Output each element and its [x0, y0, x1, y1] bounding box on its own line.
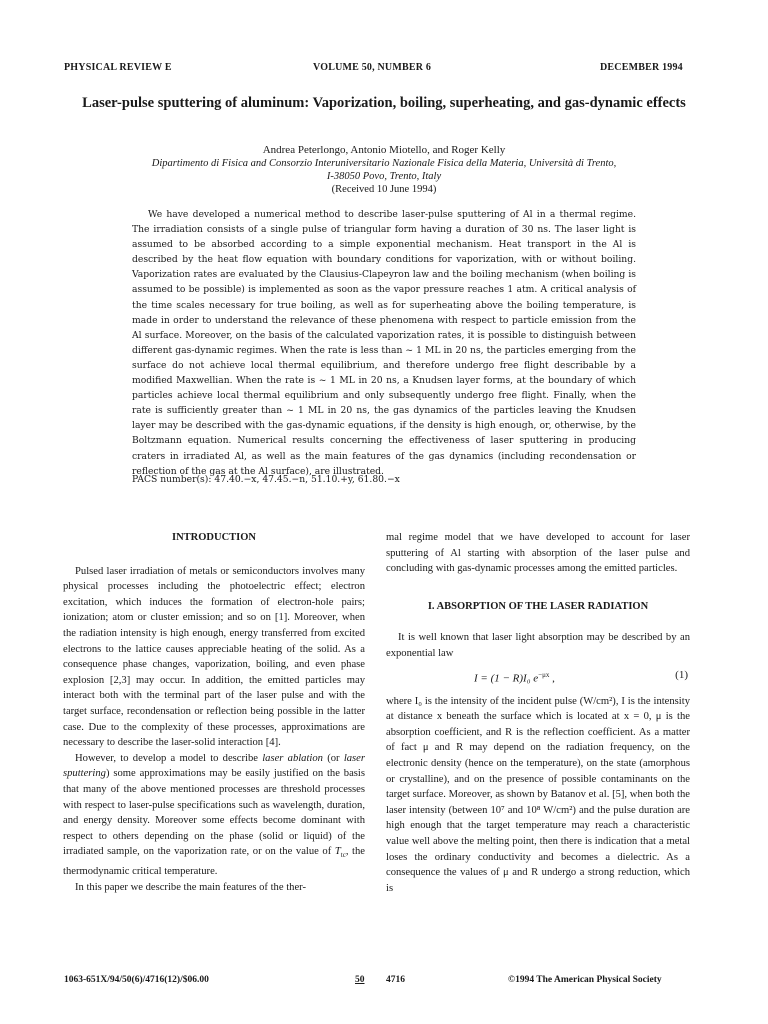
volume-number: VOLUME 50, NUMBER 6 — [313, 62, 432, 73]
intro-paragraph-1: Pulsed laser irradiation of metals or semiconductors involves many physical processes including the photoelectric effect; electron excitation, which induces the formation of electron-hole pairs; ionization; atom or cluster emission; and so on [1]. Moreover, when the radiation intensity is high enough, energy transferred from excited electrons to the lattice causes appreciable heating of the solid. As a consequence phase changes, vaporization, boiling, and even phase explosion [2,3] may occur. In addition, the emitted particles may interact both with the terminal part of the laser pulse and with the target surface, recondensation or reflection being possible in the latter case. Due to the complexity of these processes, approximations are necessary to describe the laser-solid interaction [4]. — [63, 565, 365, 749]
received-date: (Received 10 June 1994) — [331, 184, 437, 195]
equation-number: (1) — [675, 668, 688, 681]
issue-date: DECEMBER 1994 — [600, 62, 683, 73]
abstract: We have developed a numerical method to describe laser-pulse sputtering of Al in a thermal regime. The irradiation consists of a single pulse of triangular form having a duration of 30 ns. The laser light is assumed to be absorbed according to a simple exponential mechanism. Heat transport in the Al is described by the heat flow equation with boundary conditions for vaporization, with or without boiling. Vaporization rates are evaluated by the Clausius-Clapeyron law and the boiling mechanism (when boiling is assumed to be possible) is implemented as soon as the vapor pressure reaches 1 atm. A critical analysis of the time scales necessary for true boiling, as well as for superheating above the boiling temperature, is made in order to understand the relevance of these phenomena with respect to particle emission from the Al surface. Moreover, on the basis of the calculated vaporization rates, it is possible to distinguish between different gas-dynamic regimes. When the rate is less than ~ 1 ML in 20 ns, the particles emerging from the surface do not achieve local thermal equilibrium, and therefore undergo free flight describable by a modified Maxwellian. When the rate is ~ 1 ML in 20 ns, a Knudsen layer forms, at the boundary of which particles achieve local thermal equilibrium and only subsequently undergo free flight. Finally, when the rate is sufficiently greater than ~ 1 ML in 20 ns, the gas dynamics of the particles leaving the Knudsen layer may be described with the gas-dynamic equations, if the density is high enough, or, otherwise, by the Boltzmann equation. Numerical results concerning the effectiveness of laser sputtering in producing craters in irradiated Al, as well as the main features of the gas dynamics (including recondensation or reflection of the gas at the Al surface), are illustrated. — [132, 209, 636, 477]
issn-code: 1063-651X/94/50(6)/4716(12)/$06.00 — [64, 975, 209, 985]
volume-mark: 50 — [355, 975, 365, 985]
paper-title: Laser-pulse sputtering of aluminum: Vaporization, boiling, superheating, and gas-dynamic effects — [82, 95, 686, 111]
section-1-heading: I. ABSORPTION OF THE LASER RADIATION — [427, 600, 649, 612]
author-list: Andrea Peterlongo, Antonio Miotello, and Roger Kelly — [262, 144, 506, 156]
introduction-heading: INTRODUCTION — [171, 532, 256, 543]
intro-paragraph-3: In this paper we describe the main features of the ther- — [75, 881, 306, 893]
affiliation-line-2: I-38050 Povo, Trento, Italy — [326, 171, 442, 182]
equation-1: I = (1 − R)I₀ $e^{-\mu x}$ , (1) — [474, 668, 688, 685]
copyright: ©1994 The American Physical Society — [508, 975, 662, 985]
right-column — [386, 530, 690, 896]
affiliation-line-1: Dipartimento di Fisica and Consorzio Interuniversitario Nazionale Fisica della Materia, Università di Trento, — [151, 158, 617, 169]
intro-continuation: mal regime model that we have developed to account for laser sputtering of Al starting with absorption of the laser pulse and concluding with gas-dynamic processes among the emitted particles. — [386, 532, 690, 575]
page-number: 4716 — [386, 975, 405, 985]
journal-name: PHYSICAL REVIEW E — [64, 62, 172, 73]
intro-paragraph-2: However, to develop a model to describe laser ablation (or laser sputtering) some approximations may be easily justified on the basis that many of the above mentioned processes are threshold processes with respect to laser-pulse specifications such as wavelength, duration, and energy density. Moreover some effects become dominant with respect to others depending on the phase (solid or liquid) of the irradiated sample, on the vaporization rate, or on the value of $T_{tc}$, the thermodynamic critical temperature. — [63, 752, 365, 877]
left-column — [63, 530, 365, 895]
pacs-numbers: PACS number(s): 47.40.−x, 47.45.−n, 51.10.+y, 61.80.−x — [132, 474, 400, 485]
section-1-paragraph-2: where I₀ is the intensity of the incident pulse (W/cm²), I is the intensity at distance x beneath the surface which is located at x = 0, μ is the absorption coefficient, and R is the reflection coefficient. As a matter of fact μ and R may depend on the radiation frequency, on the electronic density (hence on the temperature), on the state (amorphous or crystalline), and on the presence of possible contaminants on the target surface. Moreover, as shown by Batanov et al. [5], when both the laser intensity (between 10⁷ and 10⁸ W/cm²) and the pulse duration are high enough that the target temperature may reach a characteristic value well above the melting point, then there is indication that a metal loses the ordinary conductivity and becomes a dielectric. As a consequence the values of μ and R undergo a strong reduction, which is — [386, 695, 690, 894]
section-1-paragraph-1: It is well known that laser light absorption may be described by an exponential law — [386, 632, 690, 659]
